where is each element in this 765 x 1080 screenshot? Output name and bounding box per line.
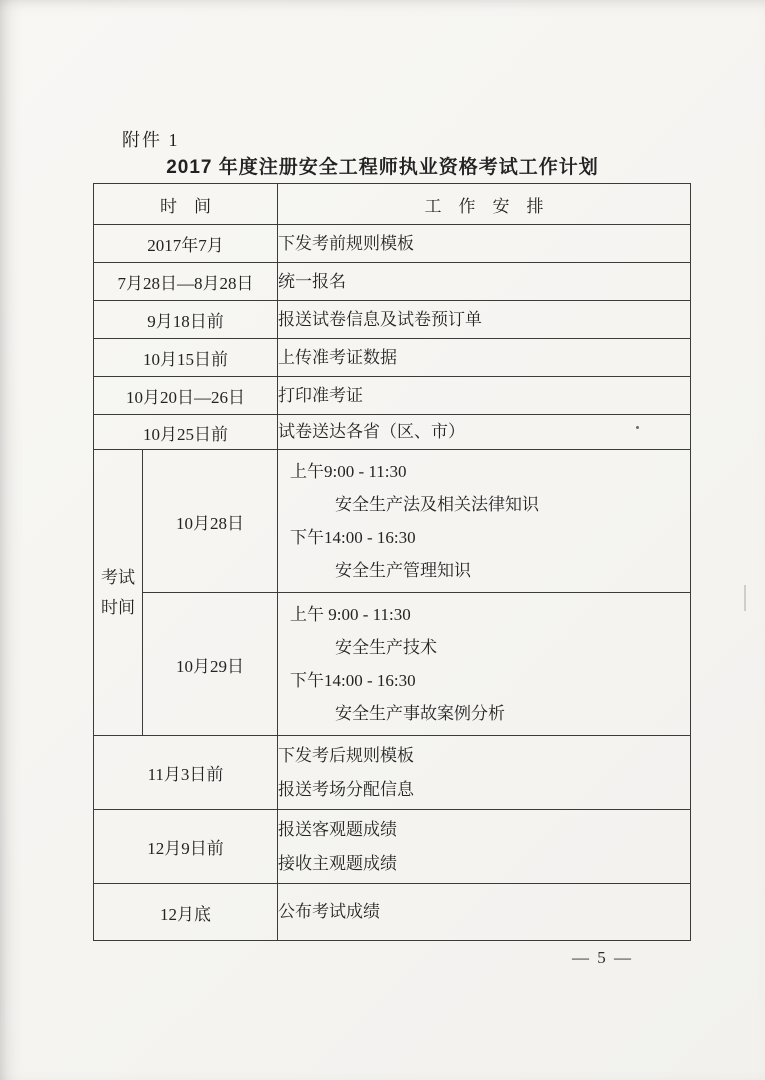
exam-day-row	[94, 593, 691, 736]
exam-date-cell: 10月28日	[143, 450, 278, 593]
table-row	[94, 301, 691, 339]
work-line: 报送客观题成绩	[278, 819, 397, 839]
table-row	[94, 415, 691, 450]
time-cell: 10月20日—26日	[94, 377, 278, 415]
table-header-row	[94, 184, 691, 225]
exam-subject: 安全生产管理知识	[335, 561, 471, 580]
work-line: 接收主观题成绩	[278, 853, 397, 873]
exam-subject: 安全生产技术	[335, 638, 437, 657]
table-row	[94, 225, 691, 263]
exam-subject: 安全生产事故案例分析	[335, 704, 505, 723]
time-cell: 11月3日前	[94, 736, 278, 810]
attachment-label: 附件 1	[122, 130, 180, 150]
time-cell: 2017年7月	[94, 225, 278, 263]
exam-time-label-line: 考试	[101, 567, 135, 587]
work-cell	[278, 377, 691, 415]
work-cell	[278, 339, 691, 377]
table-row	[94, 339, 691, 377]
exam-subject: 安全生产法及相关法律知识	[335, 495, 539, 514]
scan-speck	[636, 426, 639, 429]
work-plan-table	[93, 183, 691, 941]
exam-session-time: 上午 9:00 - 11:30	[290, 605, 411, 624]
time-cell: 12月9日前	[94, 810, 278, 884]
work-cell	[278, 736, 691, 810]
work-cell	[278, 415, 691, 450]
exam-time-label-line: 时间	[101, 597, 135, 617]
document-title: 2017 年度注册安全工程师执业资格考试工作计划	[166, 157, 599, 178]
work-cell	[278, 301, 691, 339]
header-cell-time: 时 间	[94, 184, 278, 225]
work-cell	[278, 225, 691, 263]
time-cell: 9月18日前	[94, 301, 278, 339]
work-line: 报送试卷信息及试卷预订单	[278, 309, 482, 329]
table-row	[94, 884, 691, 941]
work-line: 统一报名	[278, 271, 346, 291]
work-line: 公布考试成绩	[278, 902, 380, 921]
work-line: 下发考后规则模板	[278, 745, 414, 765]
work-cell	[278, 884, 691, 941]
header-cell-work: 工 作 安 排	[278, 184, 691, 225]
scan-edge-artifact	[744, 585, 746, 611]
table-row	[94, 377, 691, 415]
work-line: 下发考前规则模板	[278, 233, 414, 253]
exam-schedule-cell	[278, 450, 691, 593]
work-line: 上传准考证数据	[278, 347, 397, 367]
work-line: 打印准考证	[278, 385, 363, 405]
table-row	[94, 736, 691, 810]
exam-session-time: 下午14:00 - 16:30	[290, 528, 416, 547]
exam-schedule-cell	[278, 593, 691, 736]
time-cell: 7月28日—8月28日	[94, 263, 278, 301]
page-number: — 5 —	[572, 948, 633, 967]
exam-session-time: 上午9:00 - 11:30	[290, 462, 407, 481]
work-cell	[278, 263, 691, 301]
table-row	[94, 263, 691, 301]
table-row	[94, 810, 691, 884]
work-cell	[278, 810, 691, 884]
work-line: 试卷送达各省（区、市）	[278, 422, 465, 441]
time-cell: 10月15日前	[94, 339, 278, 377]
exam-session-time: 下午14:00 - 16:30	[290, 671, 416, 690]
time-cell: 12月底	[94, 884, 278, 941]
time-cell: 10月25日前	[94, 415, 278, 450]
work-line: 报送考场分配信息	[278, 779, 414, 799]
exam-time-label-cell	[94, 450, 143, 736]
exam-date-cell: 10月29日	[143, 593, 278, 736]
exam-day-row	[94, 450, 691, 593]
